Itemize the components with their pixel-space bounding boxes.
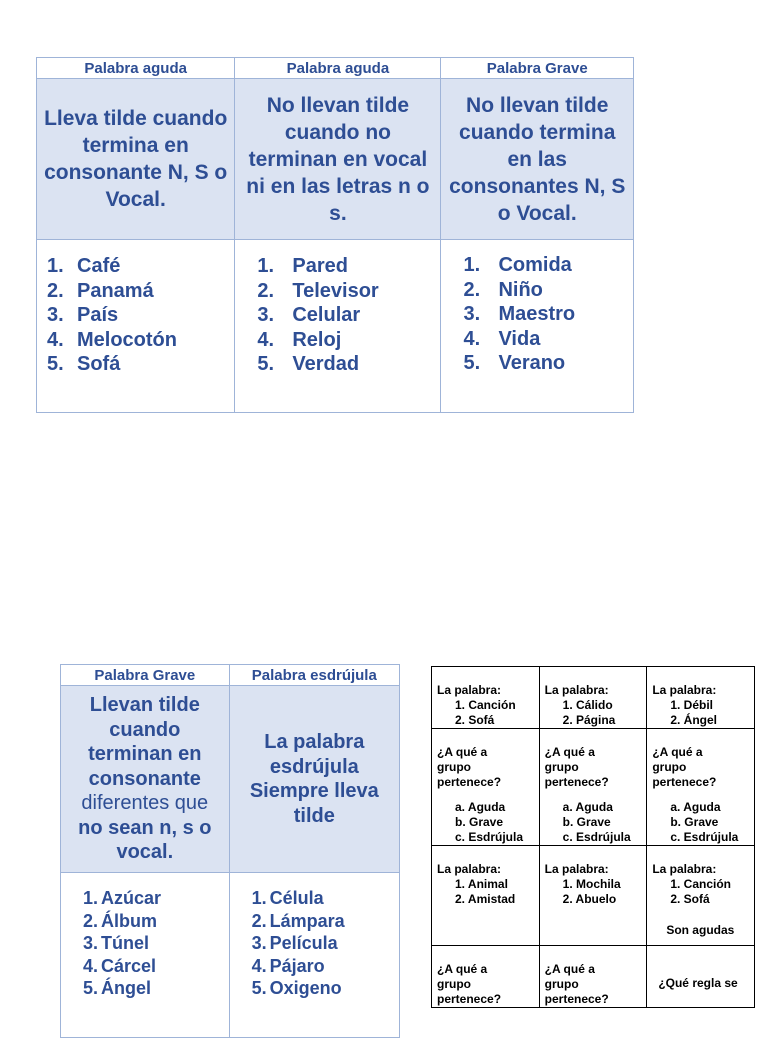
option-item: a. Aguda (562, 800, 613, 814)
option-item: c. Esdrújula (455, 830, 524, 844)
list-item: 5. Sofá (47, 353, 121, 375)
word-cell (539, 846, 647, 946)
examples-cell (61, 873, 230, 1038)
list-item: 2. Lámpara (251, 910, 345, 931)
rule-row (37, 79, 634, 240)
note-text: Son agudas (666, 923, 735, 937)
word-item: 1. Animal (455, 877, 508, 891)
list-item: 1. Pared (257, 255, 348, 277)
word-item: 2. Amistad (455, 892, 516, 906)
exercise-row (432, 846, 755, 946)
examples-cell (441, 240, 634, 413)
list-item: 4. Reloj (257, 328, 342, 351)
example-list (83, 887, 229, 1000)
list-item: 5. Ángel (83, 978, 152, 998)
column-header: Palabra aguda (235, 58, 441, 79)
list-item: 2. Panamá (47, 279, 154, 302)
examples-cell (235, 240, 441, 413)
rule-cell: No llevan tilde cuando no terminan en vocal ni en las letras n o s. (235, 79, 441, 240)
rule-text-light: diferentes que (81, 792, 209, 815)
rule-row (61, 686, 400, 873)
word-item: 2. Sofá (670, 892, 710, 906)
word-item: 2. Ángel (670, 713, 717, 727)
question-cell (539, 729, 647, 846)
list-item: 3. Maestro (463, 303, 576, 325)
list-item: 4. Vida (463, 327, 541, 350)
examples-cell (229, 873, 399, 1038)
list-item: 4. Cárcel (83, 955, 157, 976)
option-item: a. Aguda (455, 800, 506, 814)
header-row (61, 665, 400, 686)
word-cell (432, 846, 540, 946)
example-list (252, 887, 399, 1000)
question-text: ¿A qué a grupo pertenece? (652, 745, 717, 789)
list-item: 5. Verdad (257, 353, 360, 375)
exercise-row (432, 946, 755, 1008)
question-cell (647, 946, 755, 1008)
list-item: 5. Verano (463, 352, 566, 374)
option-item: b. Grave (455, 815, 504, 829)
question-text: ¿A qué a grupo pertenece? (544, 745, 609, 789)
word-item: 1. Canción (455, 698, 516, 712)
option-item: b. Grave (562, 815, 611, 829)
example-list (463, 253, 633, 376)
word-label: La palabra: (544, 683, 609, 697)
list-item: 3. Celular (257, 304, 361, 326)
word-cell (647, 846, 755, 946)
column-header: Palabra aguda (37, 58, 235, 79)
examples-row (61, 873, 400, 1038)
list-item: 2. Televisor (257, 279, 379, 302)
question-cell (539, 946, 647, 1008)
examples-cell (37, 240, 235, 413)
example-list (47, 254, 234, 377)
question-text: ¿A qué a grupo pertenece? (544, 962, 609, 1006)
word-label: La palabra: (652, 862, 717, 876)
example-list (257, 254, 440, 377)
question-text: ¿Qué regla se (658, 976, 738, 990)
rule-text: no sean n, s o vocal. (78, 816, 212, 864)
word-cell (647, 667, 755, 729)
list-item: 2. Niño (463, 278, 543, 301)
rule-cell: No llevan tilde cuando termina en las consonantes N, S o Vocal. (441, 79, 634, 240)
list-item: 1. Café (47, 255, 121, 277)
word-item: 1. Canción (670, 877, 731, 891)
word-cell (539, 667, 647, 729)
word-item: 1. Mochila (562, 877, 621, 891)
word-item: 2. Abuelo (562, 892, 617, 906)
word-item: 1. Débil (670, 698, 713, 712)
word-label: La palabra: (437, 862, 502, 876)
word-label: La palabra: (652, 683, 717, 697)
rule-cell (61, 686, 230, 873)
exercise-grid (431, 666, 755, 1008)
exercise-row (432, 667, 755, 729)
word-item: 2. Sofá (455, 713, 495, 727)
header-row (37, 58, 634, 79)
word-label: La palabra: (437, 683, 502, 697)
option-item: c. Esdrújula (562, 830, 631, 844)
accent-rules-table-top (36, 57, 634, 413)
word-item: 2. Página (562, 713, 616, 727)
list-item: 4. Melocotón (47, 328, 177, 351)
question-text: ¿A qué a grupo pertenece? (437, 745, 502, 789)
question-text: ¿A qué a grupo pertenece? (437, 962, 502, 1006)
question-cell (432, 946, 540, 1008)
word-item: 1. Cálido (562, 698, 613, 712)
list-item: 3. País (47, 304, 119, 326)
option-item: a. Aguda (670, 800, 721, 814)
rule-cell: La palabra esdrújula Siempre lleva tilde (229, 686, 399, 873)
column-header: Palabra esdrújula (229, 665, 399, 686)
accent-rules-table-bottom (60, 664, 400, 1038)
rule-text: Llevan tilde cuando terminan en consonante (88, 694, 202, 790)
list-item: 5. Oxigeno (251, 978, 342, 998)
column-header: Palabra Grave (441, 58, 634, 79)
question-cell (432, 729, 540, 846)
examples-row (37, 240, 634, 413)
list-item: 1. Célula (251, 888, 324, 908)
word-label: La palabra: (544, 862, 609, 876)
rule-cell: Lleva tilde cuando termina en consonante N, S o Vocal. (37, 79, 235, 240)
question-cell (647, 729, 755, 846)
word-cell (432, 667, 540, 729)
list-item: 1. Azúcar (83, 888, 162, 908)
list-item: 4. Pájaro (251, 955, 325, 976)
list-item: 3. Película (251, 933, 338, 953)
list-item: 3. Túnel (83, 933, 149, 953)
exercise-row (432, 729, 755, 846)
column-header: Palabra Grave (61, 665, 230, 686)
list-item: 2. Álbum (83, 910, 157, 931)
option-item: b. Grave (670, 815, 719, 829)
option-item: c. Esdrújula (670, 830, 739, 844)
list-item: 1. Comida (463, 254, 572, 276)
